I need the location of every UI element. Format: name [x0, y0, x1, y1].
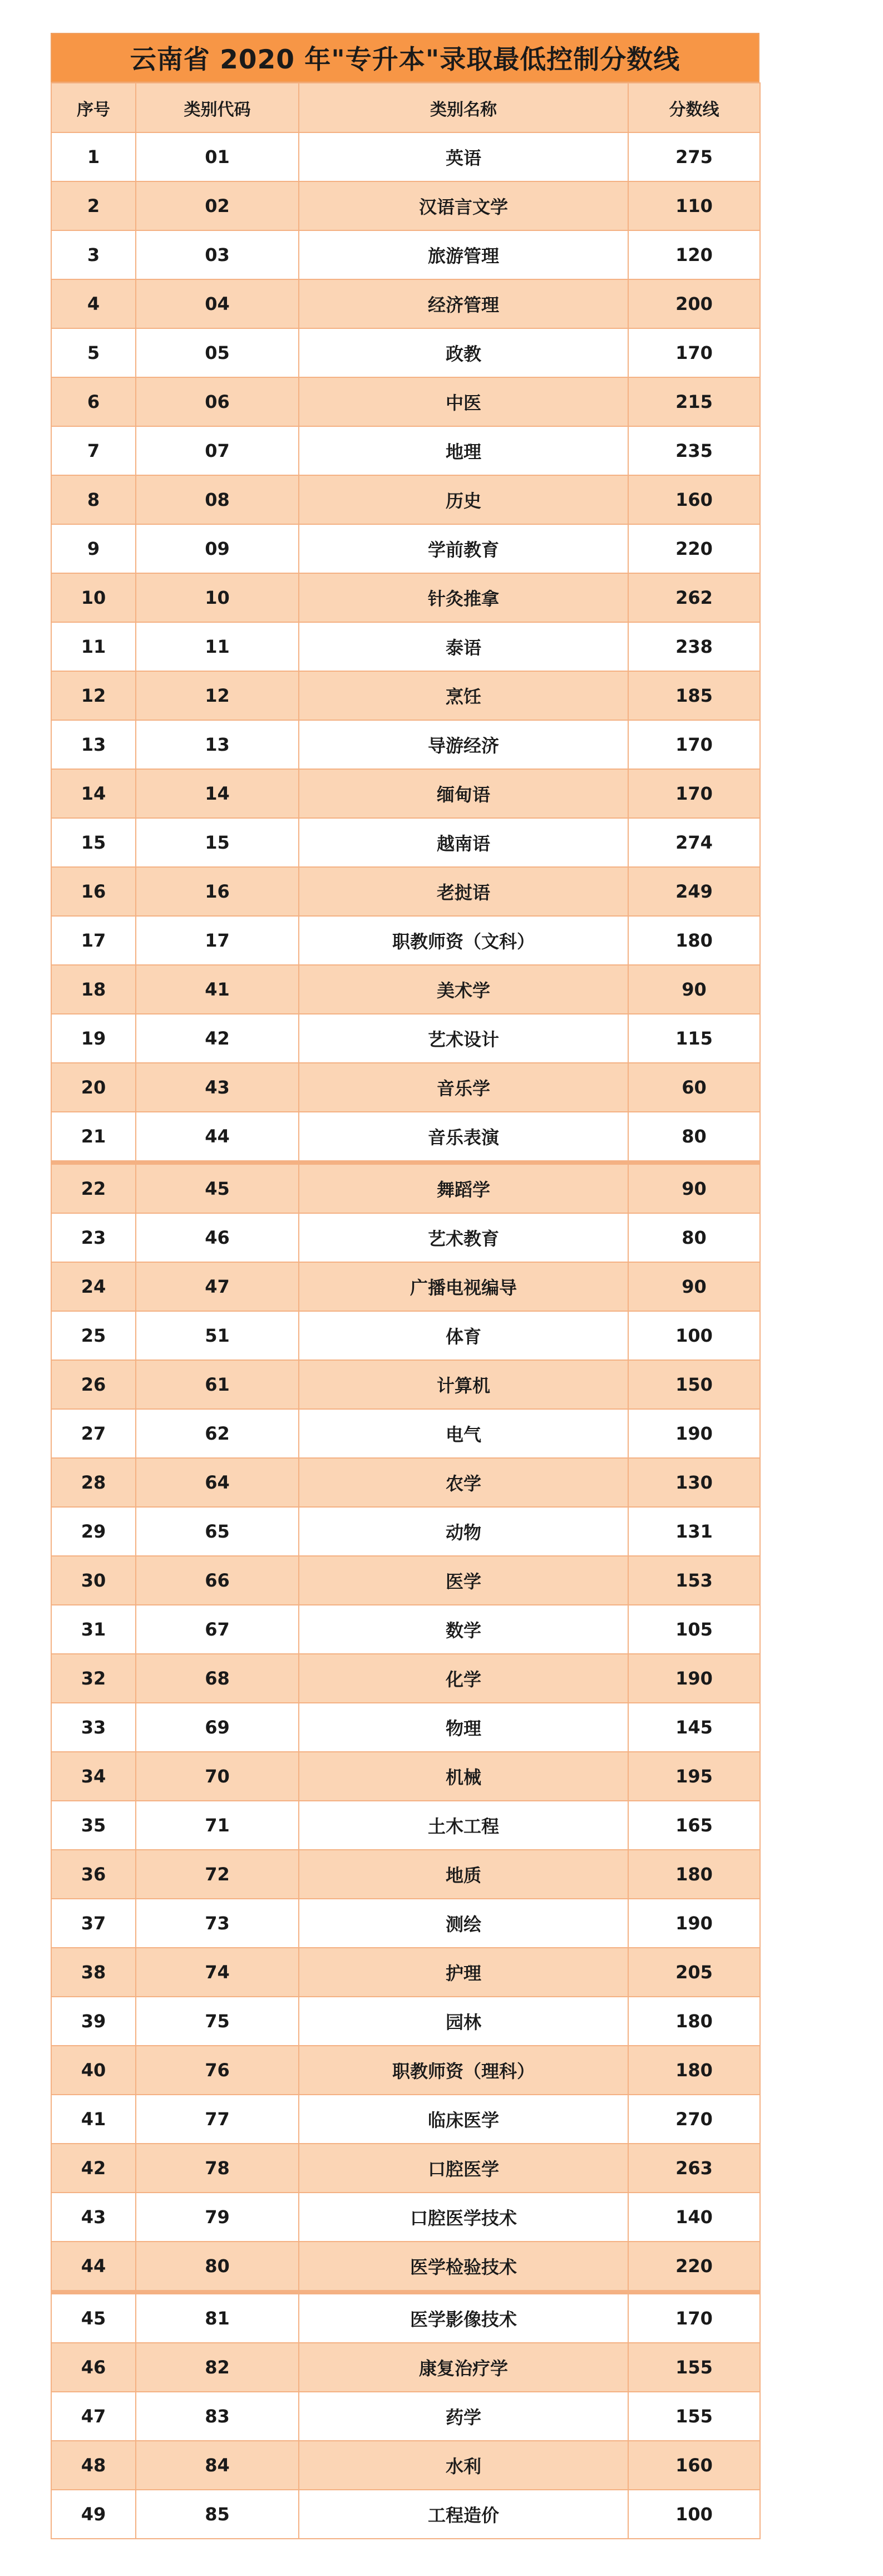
cell-name: 园林 [299, 1997, 628, 2046]
cell-name: 计算机 [299, 1360, 628, 1409]
cell-name: 地理 [299, 426, 628, 475]
table-row [51, 279, 760, 328]
cell-index: 48 [51, 2441, 136, 2490]
table-row [51, 2144, 760, 2193]
cell-name: 动物 [299, 1507, 628, 1556]
cell-code: 62 [136, 1409, 299, 1458]
cell-name: 口腔医学技术 [299, 2193, 628, 2242]
cell-score: 270 [628, 2095, 760, 2144]
cell-index: 23 [51, 1213, 136, 1262]
table-row [51, 965, 760, 1014]
cell-code: 05 [136, 328, 299, 377]
cell-score: 155 [628, 2343, 760, 2392]
cell-score: 262 [628, 573, 760, 622]
cell-name: 缅甸语 [299, 769, 628, 818]
cell-index: 24 [51, 1262, 136, 1311]
cell-score: 200 [628, 279, 760, 328]
cell-score: 100 [628, 2490, 760, 2539]
table-row [51, 2242, 760, 2292]
cell-code: 78 [136, 2144, 299, 2193]
cell-code: 13 [136, 720, 299, 769]
cell-code: 06 [136, 377, 299, 426]
cell-index: 45 [51, 2292, 136, 2343]
cell-name: 旅游管理 [299, 230, 628, 279]
table-row [51, 769, 760, 818]
cell-score: 150 [628, 1360, 760, 1409]
cell-code: 75 [136, 1997, 299, 2046]
cell-index: 11 [51, 622, 136, 671]
cell-code: 80 [136, 2242, 299, 2292]
cell-index: 17 [51, 916, 136, 965]
cell-code: 71 [136, 1801, 299, 1850]
table-row [51, 2343, 760, 2392]
table-row [51, 1409, 760, 1458]
table-row [51, 1654, 760, 1703]
cell-score: 180 [628, 916, 760, 965]
cell-index: 15 [51, 818, 136, 867]
cell-index: 12 [51, 671, 136, 720]
table-row [51, 377, 760, 426]
cell-index: 29 [51, 1507, 136, 1556]
score-table [51, 82, 761, 2539]
table-row [51, 2292, 760, 2343]
cell-score: 80 [628, 1112, 760, 1163]
cell-index: 1 [51, 132, 136, 181]
table-row [51, 1262, 760, 1311]
cell-code: 42 [136, 1014, 299, 1063]
cell-name: 药学 [299, 2392, 628, 2441]
cell-name: 康复治疗学 [299, 2343, 628, 2392]
cell-name: 职教师资（文科） [299, 916, 628, 965]
table-row [51, 818, 760, 867]
table-row [51, 1360, 760, 1409]
table-row [51, 2441, 760, 2490]
header-row [51, 83, 760, 132]
cell-score: 185 [628, 671, 760, 720]
cell-code: 70 [136, 1752, 299, 1801]
cell-index: 20 [51, 1063, 136, 1112]
cell-name: 护理 [299, 1948, 628, 1997]
cell-code: 73 [136, 1899, 299, 1948]
table-row [51, 671, 760, 720]
cell-score: 180 [628, 2046, 760, 2095]
cell-name: 工程造价 [299, 2490, 628, 2539]
table-row [51, 1850, 760, 1899]
table-row [51, 916, 760, 965]
cell-index: 4 [51, 279, 136, 328]
cell-index: 35 [51, 1801, 136, 1850]
cell-index: 27 [51, 1409, 136, 1458]
cell-index: 34 [51, 1752, 136, 1801]
cell-code: 43 [136, 1063, 299, 1112]
cell-score: 130 [628, 1458, 760, 1507]
cell-index: 3 [51, 230, 136, 279]
cell-index: 21 [51, 1112, 136, 1163]
cell-index: 2 [51, 181, 136, 230]
table-row [51, 426, 760, 475]
table-row [51, 2046, 760, 2095]
cell-name: 中医 [299, 377, 628, 426]
cell-index: 19 [51, 1014, 136, 1063]
cell-name: 艺术教育 [299, 1213, 628, 1262]
cell-code: 74 [136, 1948, 299, 1997]
cell-code: 61 [136, 1360, 299, 1409]
cell-name: 机械 [299, 1752, 628, 1801]
cell-code: 41 [136, 965, 299, 1014]
cell-code: 10 [136, 573, 299, 622]
cell-index: 31 [51, 1605, 136, 1654]
cell-name: 医学 [299, 1556, 628, 1605]
cell-code: 85 [136, 2490, 299, 2539]
cell-code: 15 [136, 818, 299, 867]
cell-score: 60 [628, 1063, 760, 1112]
cell-name: 学前教育 [299, 524, 628, 573]
cell-code: 11 [136, 622, 299, 671]
cell-name: 物理 [299, 1703, 628, 1752]
table-body [51, 132, 760, 2539]
table-row [51, 1311, 760, 1360]
table-row [51, 2095, 760, 2144]
cell-index: 30 [51, 1556, 136, 1605]
cell-score: 160 [628, 475, 760, 524]
table-row [51, 1801, 760, 1850]
cell-name: 数学 [299, 1605, 628, 1654]
cell-index: 47 [51, 2392, 136, 2441]
cell-name: 老挝语 [299, 867, 628, 916]
cell-code: 14 [136, 769, 299, 818]
cell-score: 100 [628, 1311, 760, 1360]
cell-index: 13 [51, 720, 136, 769]
table-row [51, 1752, 760, 1801]
cell-score: 90 [628, 1262, 760, 1311]
cell-index: 46 [51, 2343, 136, 2392]
cell-code: 77 [136, 2095, 299, 2144]
cell-score: 220 [628, 524, 760, 573]
cell-score: 238 [628, 622, 760, 671]
cell-index: 41 [51, 2095, 136, 2144]
cell-name: 艺术设计 [299, 1014, 628, 1063]
cell-code: 07 [136, 426, 299, 475]
cell-name: 音乐学 [299, 1063, 628, 1112]
cell-score: 170 [628, 2292, 760, 2343]
cell-index: 18 [51, 965, 136, 1014]
cell-index: 39 [51, 1997, 136, 2046]
cell-code: 45 [136, 1163, 299, 1213]
cell-score: 195 [628, 1752, 760, 1801]
cell-index: 36 [51, 1850, 136, 1899]
cell-index: 37 [51, 1899, 136, 1948]
table-row [51, 1163, 760, 1213]
cell-name: 舞蹈学 [299, 1163, 628, 1213]
cell-score: 80 [628, 1213, 760, 1262]
cell-code: 72 [136, 1850, 299, 1899]
cell-index: 49 [51, 2490, 136, 2539]
table-row [51, 1507, 760, 1556]
cell-code: 64 [136, 1458, 299, 1507]
cell-index: 32 [51, 1654, 136, 1703]
cell-index: 7 [51, 426, 136, 475]
cell-index: 6 [51, 377, 136, 426]
cell-name: 音乐表演 [299, 1112, 628, 1163]
table-row [51, 328, 760, 377]
cell-score: 205 [628, 1948, 760, 1997]
table-row [51, 1997, 760, 2046]
cell-index: 8 [51, 475, 136, 524]
cell-code: 83 [136, 2392, 299, 2441]
cell-index: 14 [51, 769, 136, 818]
table-row [51, 2490, 760, 2539]
cell-score: 170 [628, 328, 760, 377]
cell-index: 10 [51, 573, 136, 622]
cell-index: 22 [51, 1163, 136, 1213]
cell-score: 170 [628, 769, 760, 818]
table-row [51, 1899, 760, 1948]
cell-name: 化学 [299, 1654, 628, 1703]
cell-name: 电气 [299, 1409, 628, 1458]
cell-name: 医学检验技术 [299, 2242, 628, 2292]
cell-code: 76 [136, 2046, 299, 2095]
cell-score: 115 [628, 1014, 760, 1063]
cell-code: 51 [136, 1311, 299, 1360]
cell-code: 16 [136, 867, 299, 916]
cell-index: 33 [51, 1703, 136, 1752]
header-score: 分数线 [628, 83, 760, 132]
table-row [51, 622, 760, 671]
cell-code: 65 [136, 1507, 299, 1556]
table-row [51, 1703, 760, 1752]
cell-score: 165 [628, 1801, 760, 1850]
cell-score: 153 [628, 1556, 760, 1605]
table-row [51, 1213, 760, 1262]
cell-name: 烹饪 [299, 671, 628, 720]
cell-score: 160 [628, 2441, 760, 2490]
table-row [51, 475, 760, 524]
cell-score: 140 [628, 2193, 760, 2242]
table-title: 云南省 2020 年"专升本"录取最低控制分数线 [51, 33, 759, 82]
cell-index: 40 [51, 2046, 136, 2095]
cell-index: 38 [51, 1948, 136, 1997]
cell-name: 广播电视编导 [299, 1262, 628, 1311]
cell-index: 43 [51, 2193, 136, 2242]
table-row [51, 1014, 760, 1063]
cell-name: 临床医学 [299, 2095, 628, 2144]
cell-score: 190 [628, 1409, 760, 1458]
cell-name: 经济管理 [299, 279, 628, 328]
header-name: 类别名称 [299, 83, 628, 132]
cell-name: 土木工程 [299, 1801, 628, 1850]
table-row [51, 181, 760, 230]
table-row [51, 2392, 760, 2441]
cell-index: 44 [51, 2242, 136, 2292]
cell-score: 275 [628, 132, 760, 181]
cell-score: 145 [628, 1703, 760, 1752]
table-row [51, 524, 760, 573]
cell-index: 26 [51, 1360, 136, 1409]
cell-score: 155 [628, 2392, 760, 2441]
cell-score: 170 [628, 720, 760, 769]
cell-code: 04 [136, 279, 299, 328]
cell-code: 46 [136, 1213, 299, 1262]
cell-code: 66 [136, 1556, 299, 1605]
cell-index: 28 [51, 1458, 136, 1507]
cell-name: 泰语 [299, 622, 628, 671]
cell-name: 地质 [299, 1850, 628, 1899]
cell-code: 44 [136, 1112, 299, 1163]
table-row [51, 867, 760, 916]
cell-name: 口腔医学 [299, 2144, 628, 2193]
cell-index: 9 [51, 524, 136, 573]
cell-name: 英语 [299, 132, 628, 181]
cell-score: 220 [628, 2242, 760, 2292]
cell-code: 69 [136, 1703, 299, 1752]
cell-index: 42 [51, 2144, 136, 2193]
cell-name: 针灸推拿 [299, 573, 628, 622]
cell-score: 90 [628, 965, 760, 1014]
table-row [51, 1063, 760, 1112]
cell-name: 体育 [299, 1311, 628, 1360]
cell-score: 120 [628, 230, 760, 279]
cell-score: 215 [628, 377, 760, 426]
cell-name: 测绘 [299, 1899, 628, 1948]
cell-name: 越南语 [299, 818, 628, 867]
cell-code: 12 [136, 671, 299, 720]
table-row [51, 1556, 760, 1605]
table-row [51, 2193, 760, 2242]
cell-score: 190 [628, 1899, 760, 1948]
cell-score: 249 [628, 867, 760, 916]
cell-score: 180 [628, 1997, 760, 2046]
cell-name: 美术学 [299, 965, 628, 1014]
cell-name: 汉语言文学 [299, 181, 628, 230]
table-row [51, 1948, 760, 1997]
cell-score: 90 [628, 1163, 760, 1213]
header-index: 序号 [51, 83, 136, 132]
cell-score: 235 [628, 426, 760, 475]
table-row [51, 573, 760, 622]
cell-name: 农学 [299, 1458, 628, 1507]
cell-code: 08 [136, 475, 299, 524]
table-row [51, 1458, 760, 1507]
cell-score: 274 [628, 818, 760, 867]
cell-code: 68 [136, 1654, 299, 1703]
cell-index: 25 [51, 1311, 136, 1360]
cell-score: 110 [628, 181, 760, 230]
cell-score: 263 [628, 2144, 760, 2193]
cell-score: 190 [628, 1654, 760, 1703]
cell-code: 84 [136, 2441, 299, 2490]
cell-name: 历史 [299, 475, 628, 524]
table-row [51, 230, 760, 279]
cell-index: 16 [51, 867, 136, 916]
cell-code: 82 [136, 2343, 299, 2392]
table-row [51, 1605, 760, 1654]
table-header [51, 83, 760, 132]
cell-code: 03 [136, 230, 299, 279]
cell-code: 17 [136, 916, 299, 965]
cell-name: 政教 [299, 328, 628, 377]
cell-name: 职教师资（理科） [299, 2046, 628, 2095]
cell-name: 水利 [299, 2441, 628, 2490]
cell-code: 79 [136, 2193, 299, 2242]
cell-score: 180 [628, 1850, 760, 1899]
cell-code: 02 [136, 181, 299, 230]
cell-code: 09 [136, 524, 299, 573]
cell-score: 105 [628, 1605, 760, 1654]
cell-name: 医学影像技术 [299, 2292, 628, 2343]
cell-code: 47 [136, 1262, 299, 1311]
cell-score: 131 [628, 1507, 760, 1556]
table-row [51, 1112, 760, 1163]
header-code: 类别代码 [136, 83, 299, 132]
cell-code: 67 [136, 1605, 299, 1654]
cell-index: 5 [51, 328, 136, 377]
table-row [51, 132, 760, 181]
table-row [51, 720, 760, 769]
cell-code: 01 [136, 132, 299, 181]
cell-name: 导游经济 [299, 720, 628, 769]
cell-code: 81 [136, 2292, 299, 2343]
score-table-sheet [51, 33, 759, 2539]
